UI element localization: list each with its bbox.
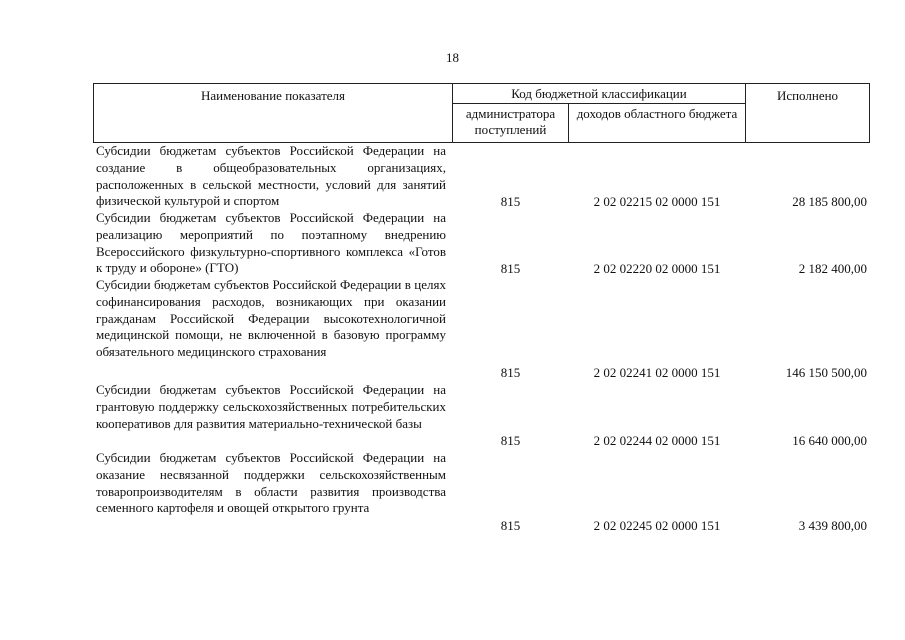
header-regional-income-code: доходов областного бюджета bbox=[568, 103, 746, 143]
row-indicator-name: Субсидии бюджетам субъектов Российской Федерации на создание в общеобразовательных организациях, расположенных в сельской местности, условий для занятий физической культурой и спортом bbox=[96, 143, 446, 209]
row-executed-amount: 146 150 500,00 bbox=[785, 365, 867, 380]
row-executed-amount: 28 185 800,00 bbox=[792, 194, 867, 209]
row-income-code: 2 02 02215 02 0000 151 bbox=[593, 194, 721, 209]
row-indicator-name: Субсидии бюджетам субъектов Российской Федерации в целях софинансирования расходов, возникающих при оказании гражданам Российской Федерации высокотехнологичной медицинской помощи, не включенной в базовую программу обязательного медицинского страхования bbox=[96, 277, 446, 360]
row-administrator-code: 815 bbox=[500, 433, 521, 448]
header-administrator-code: администратора поступлений bbox=[452, 103, 569, 143]
row-income-code: 2 02 02220 02 0000 151 bbox=[593, 261, 721, 276]
header-budget-classification-code: Код бюджетной классификации bbox=[452, 83, 746, 104]
row-income-code: 2 02 02245 02 0000 151 bbox=[593, 518, 721, 533]
row-indicator-name: Субсидии бюджетам субъектов Российской Федерации на реализацию мероприятий по поэтапному внедрению Всероссийского физкультурно-спортивного комплекса «Готов к труду и обороне» (ГТО) bbox=[96, 210, 446, 276]
row-income-code: 2 02 02244 02 0000 151 bbox=[593, 433, 721, 448]
row-income-code: 2 02 02241 02 0000 151 bbox=[593, 365, 721, 380]
row-indicator-name: Субсидии бюджетам субъектов Российской Федерации на грантовую поддержку сельскохозяйственных потребительских кооперативов для развития материально-технической базы bbox=[96, 382, 446, 431]
row-indicator-name: Субсидии бюджетам субъектов Российской Федерации на оказание несвязанной поддержки сельскохозяйственным товаропроизводителям в области развития производства семенного картофеля и овощей открытого грунта bbox=[96, 450, 446, 516]
row-administrator-code: 815 bbox=[500, 261, 521, 276]
row-executed-amount: 16 640 000,00 bbox=[792, 433, 867, 448]
header-executed-amount: Исполнено bbox=[745, 83, 870, 143]
row-administrator-code: 815 bbox=[500, 194, 521, 209]
row-administrator-code: 815 bbox=[500, 365, 521, 380]
page-number: 18 bbox=[446, 50, 459, 65]
row-administrator-code: 815 bbox=[500, 518, 521, 533]
header-indicator-name: Наименование показателя bbox=[93, 83, 453, 143]
row-executed-amount: 2 182 400,00 bbox=[798, 261, 867, 276]
row-executed-amount: 3 439 800,00 bbox=[798, 518, 867, 533]
